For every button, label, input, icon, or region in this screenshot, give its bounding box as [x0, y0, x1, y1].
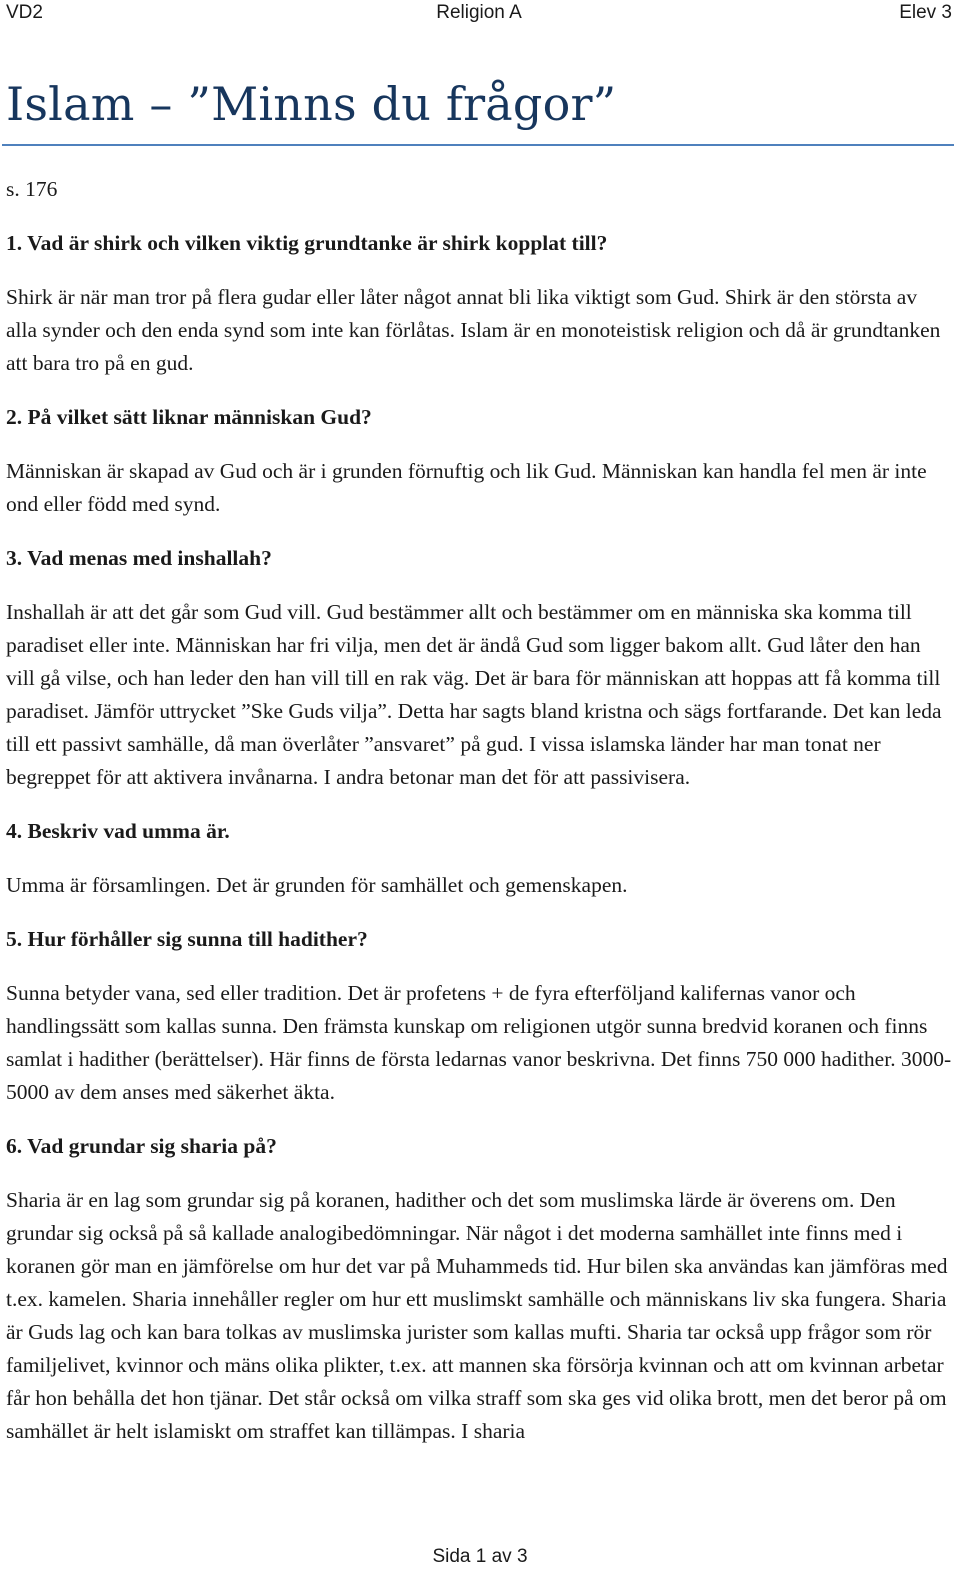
- page-header: [6, 0, 952, 26]
- question-6: 6. Vad grundar sig sharia på?: [6, 1134, 277, 1158]
- document-title: Islam – ”Minns du frågor”: [6, 77, 617, 131]
- document-body: [6, 170, 952, 1448]
- question-3: 3. Vad menas med inshallah?: [6, 546, 272, 570]
- page-number-footer: Sida 1 av 3: [432, 1546, 528, 1567]
- page-reference: s. 176: [6, 177, 58, 201]
- question-1: 1. Vad är shirk och vilken viktig grundtanke är shirk kopplat till?: [6, 231, 608, 255]
- header-student: Elev 3: [899, 2, 952, 23]
- answer-3: Inshallah är att det går som Gud vill. Gud bestämmer allt och bestämmer om en människa ska komma till paradiset eller inte. Människan har fri vilja, men det är ändå Gud som ligger bakom allt. Gud låter den han vill gå vilse, och han leder den han vill till en rak väg. Det är bara för människan att hoppas att få komma till paradiset. Jämför uttrycket ”Ske Guds vilja”. Detta har sagts bland kristna och sägs fortfarande. Det kan leda till ett passivt samhälle, då man överlåter ”ansvaret” på gud. I vissa islamska länder har man tonat ner begreppet för att aktivera invånarna. I andra betonar man det för att passivisera.: [6, 600, 942, 789]
- question-5: 5. Hur förhåller sig sunna till hadither?: [6, 927, 368, 951]
- question-4: 4. Beskriv vad umma är.: [6, 819, 230, 843]
- question-2: 2. På vilket sätt liknar människan Gud?: [6, 405, 372, 429]
- answer-2: Människan är skapad av Gud och är i grunden förnuftig och lik Gud. Människan kan handla fel men är inte ond eller född med synd.: [6, 459, 927, 516]
- answer-5: Sunna betyder vana, sed eller tradition. Det är profetens + de fyra efterföljand kalifernas vanor och handlingssätt som kallas sunna. Den främsta kunskap om religionen utgör sunna bredvid koranen och finns samlat i hadither (berättelser). Här finns de första ledarnas vanor beskrivna. Det finns 750 000 hadither. 3000-5000 av dem anses med säkerhet äkta.: [6, 981, 952, 1104]
- header-subject: Religion A: [436, 2, 522, 23]
- answer-4: Umma är församlingen. Det är grunden för samhället och gemenskapen.: [6, 873, 628, 897]
- answer-1: Shirk är när man tror på flera gudar eller låter något annat bli lika viktigt som Gud. Shirk är den största av alla synder och den enda synd som inte kan förlåtas. Islam är en monoteistisk religion och då är grundtanken att bara tro på en gud.: [6, 285, 941, 375]
- header-course-code: VD2: [6, 2, 43, 23]
- title-underline: [2, 144, 954, 146]
- answer-6: Sharia är en lag som grundar sig på koranen, hadither och det som muslimska lärde är överens om. Den grundar sig också på så kallade analogibedömningar. När något i det moderna samhället inte finns med i koranen gör man en jämförelse om hur det var på Muhammeds tid. Hur bilen ska användas kan jämföras med t.ex. kamelen. Sharia innehåller regler om hur ett muslimskt samhälle och människans liv ska fungera. Sharia är Guds lag och kan bara tolkas av muslimska jurister som kallas mufti. Sharia tar också upp frågor som rör familjelivet, kvinnor och mäns olika plikter, t.ex. att mannen ska försörja kvinnan och att om kvinnan arbetar får hon behålla det hon tjänar. Det står också om vilka straff som ska ges vid olika brott, men det beror på om samhället är helt islamiskt om straffet kan tillämpas. I sharia: [6, 1188, 948, 1443]
